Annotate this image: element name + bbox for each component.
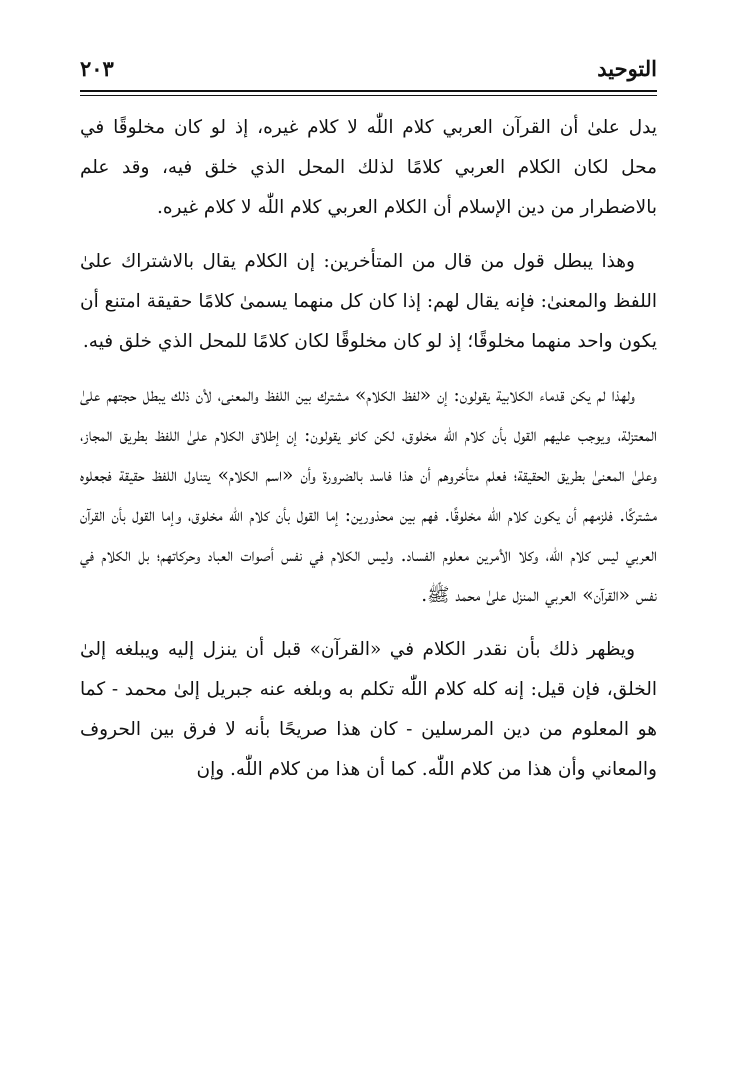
running-title: التوحيد [597,56,657,81]
body-text [80,108,657,804]
paragraph-4: ويظهر ذلك بأن نقدر الكلام في «القرآن» قبل أن ينزل إليه ويبلغه إلىٰ الخلق، فإن قيل: إنه كله كلام اللّٰه تكلم به وبلغه عنه جبريل إلىٰ محمد - كما هو المعلوم من دين المرسلين - كان هذا صريحًا بأنه لا فرق بين الحروف والمعاني وأن هذا من كلام اللّٰه. كما أن هذا من كلام اللّٰه. وإن [80,639,657,780]
page-header [80,50,657,84]
paragraph-3: ولهذا لم يكن قدماء الكلابية يقولون: إن «لفظ الكلام» مشترك بين اللفظ والمعنى، لأن ذلك يبطل حجتهم علىٰ المعتزلة، ويوجب عليهم القول بأن كلام اللّٰه مخلوق، لكن كانو يقولون: إن إطلاق الكلام علىٰ اللفظ بطريق المجاز، وعلىٰ المعنىٰ بطريق الحقيقة؛ فعلم متأخروهم أن هذا فاسد بالضرورة وأن «اسم الكلام» يتناول اللفظ حقيقة فجعلوه مشتركًا. فلزمهم أن يكون كلام اللّٰه مخلوقًا. فهم بين محذورين: إما القول بأن كلام اللّٰه مخلوق، وإما القول بأن القرآن العربي ليس كلام اللّٰه، وكلا الأمرين معلوم الفساد. وليس الكلام في نفس أصوات العباد وحركاتهم؛ بل الكلام في نفس «القرآن» العربي المنزل علىٰ محمد ﷺ. [80,385,657,606]
paragraph-1: يدل علىٰ أن القرآن العربي كلام اللّٰه لا كلام غيره، إذ لو كان مخلوقًا في محل لكان الكلام العربي كلامًا لذلك المحل الذي خلق فيه، وقد علم بالاضطرار من دين الإسلام أن الكلام العربي كلام اللّٰه لا كلام غيره. [80,117,657,218]
page-number: ٢٠٣ [80,56,114,81]
paragraph-2: وهذا يبطل قول من قال من المتأخرين: إن الكلام يقال بالاشتراك علىٰ اللفظ والمعنىٰ: فإنه يقال لهم: إذا كان كل منهما يسمىٰ كلامًا حقيقة امتنع أن يكون واحد منهما مخلوقًا؛ إذ لو كان مخلوقًا لكان كلامًا للمحل الذي خلق فيه. [80,251,657,352]
header-rule-thick [80,90,657,92]
header-rule-thin [80,95,657,96]
